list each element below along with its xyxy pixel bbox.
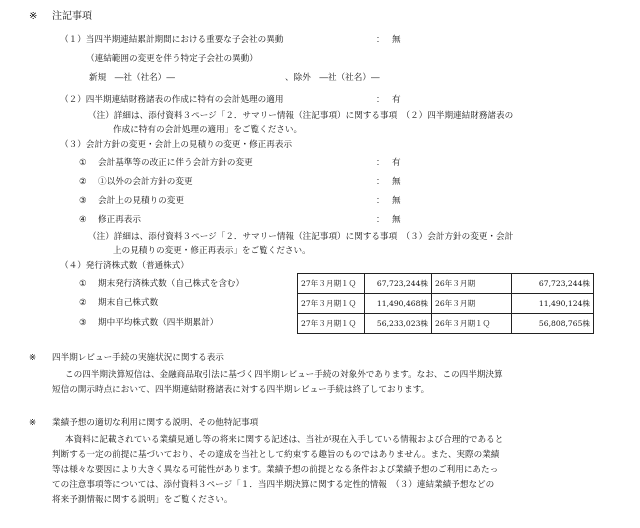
s2-note-line2: 作成に特有の会計処理の適用」をご覧ください。 bbox=[113, 125, 303, 135]
s2-note-line1: （注）詳細は、添付資料３ページ「２．サマリー情報（注記事項）に関する事項 （２）四半期連結財務諸表の bbox=[88, 111, 514, 121]
s2-colon: ： bbox=[376, 95, 385, 105]
forecast-mark: ※ bbox=[29, 418, 37, 428]
s3-item-text: 修正再表示 bbox=[98, 215, 141, 225]
forecast-line2: 判断する一定の前提に基づいており、その達成を当社として約束する趣旨のものではありません。また、実際の業績 bbox=[52, 450, 500, 460]
page-title: 注記事項 bbox=[52, 11, 92, 22]
s3-item-text: 会計上の見積りの変更 bbox=[98, 196, 184, 206]
s3-note-line1: （注）詳細は、添付資料３ページ「２．サマリー情報（注記事項）に関する事項 （３）会計方針の変更・会計 bbox=[88, 232, 514, 242]
s3-item-num: ① bbox=[79, 158, 87, 168]
forecast-line3: 等は様々な要因により大きく異なる可能性があります。業績予想の前提となる条件および業績予想のご利用にあたっ bbox=[52, 465, 499, 475]
review-title: 四半期レビュー手続の実施状況に関する表示 bbox=[52, 353, 224, 363]
shares-table bbox=[297, 273, 594, 334]
period-cell: 27年３月期１Ｑ bbox=[298, 274, 365, 294]
forecast-title: 業績予想の適切な利用に関する説明、その他特記事項 bbox=[52, 418, 259, 428]
s3-item-colon: ： bbox=[376, 158, 385, 168]
table-row bbox=[298, 314, 594, 334]
s3-item-text: 会計基準等の改正に伴う会計方針の変更 bbox=[98, 158, 253, 168]
shares-value-cell: 56,233,023株 bbox=[365, 314, 432, 334]
s3-item-text: ①以外の会計方針の変更 bbox=[98, 177, 193, 187]
forecast-line1: 本資料に記載されている業績見通し等の将来に関する記述は、当社が現在入手している情報および合理的であると bbox=[65, 435, 504, 445]
s1-sub: （連結範囲の変更を伴う特定子会社の異動） bbox=[86, 54, 258, 64]
s3-note-line2: 上の見積りの変更・修正再表示」をご覧ください。 bbox=[113, 246, 311, 256]
s2-value: 有 bbox=[392, 95, 401, 105]
period-cell: 26年３月期１Ｑ bbox=[432, 314, 512, 334]
s4-row-num: ③ bbox=[79, 318, 87, 328]
s1-label: （１）当四半期連結累計期間における重要な子会社の異動 bbox=[60, 35, 284, 45]
review-line1: この四半期決算短信は、金融商品取引法に基づく四半期レビュー手続の対象外であります。なお、この四半期決算 bbox=[65, 370, 503, 380]
s3-item-value: 無 bbox=[392, 177, 401, 187]
s4-row-text: 期末自己株式数 bbox=[98, 298, 159, 308]
s3-item-value: 無 bbox=[392, 196, 401, 206]
s1-value: 無 bbox=[392, 35, 401, 45]
s4-label: （４）発行済株式数（普通株式） bbox=[60, 261, 189, 271]
s4-row-num: ② bbox=[79, 298, 87, 308]
s3-item-colon: ： bbox=[376, 215, 385, 225]
period-cell: 27年３月期１Ｑ bbox=[298, 294, 365, 314]
s3-label: （３）会計方針の変更・会計上の見積りの変更・修正再表示 bbox=[60, 140, 293, 150]
s4-row-text: 期末発行済株式数（自己株式を含む） bbox=[98, 279, 245, 289]
table-row bbox=[298, 274, 594, 294]
shares-value-cell: 67,723,244株 bbox=[365, 274, 432, 294]
s1-new: 新規 ―社（社名）― bbox=[89, 73, 175, 83]
s1-excl: 、除外 ―社（社名）― bbox=[285, 73, 380, 83]
s4-row-text: 期中平均株式数（四半期累計） bbox=[98, 318, 219, 328]
period-cell: 27年３月期１Ｑ bbox=[298, 314, 365, 334]
s3-item-colon: ： bbox=[376, 196, 385, 206]
shares-value-cell: 11,490,124株 bbox=[512, 294, 594, 314]
s3-item-colon: ： bbox=[376, 177, 385, 187]
title-mark: ※ bbox=[29, 11, 38, 22]
s3-item-num: ② bbox=[79, 177, 87, 187]
s1-colon: ： bbox=[376, 35, 385, 45]
shares-value-cell: 56,808,765株 bbox=[512, 314, 594, 334]
forecast-line4: ての注意事項等については、添付資料３ページ「１．当四半期決算に関する定性的情報 （３）連結業績予想などの bbox=[52, 480, 495, 490]
review-mark: ※ bbox=[29, 353, 37, 363]
s3-item-num: ③ bbox=[79, 196, 87, 206]
shares-value-cell: 67,723,244株 bbox=[512, 274, 594, 294]
period-cell: 26年３月期 bbox=[432, 294, 512, 314]
review-line2: 短信の開示時点において、四半期連結財務諸表に対する四半期レビュー手続は終了しております。 bbox=[52, 385, 430, 395]
period-cell: 26年３月期 bbox=[432, 274, 512, 294]
s4-row-num: ① bbox=[79, 279, 87, 289]
s3-item-num: ④ bbox=[79, 215, 87, 225]
forecast-line5: 将来予測情報に関する説明」をご覧ください。 bbox=[52, 495, 233, 505]
s3-item-value: 有 bbox=[392, 158, 401, 168]
table-row bbox=[298, 294, 594, 314]
shares-value-cell: 11,490,468株 bbox=[365, 294, 432, 314]
s2-label: （２）四半期連結財務諸表の作成に特有の会計処理の適用 bbox=[60, 95, 284, 105]
s3-item-value: 無 bbox=[392, 215, 401, 225]
